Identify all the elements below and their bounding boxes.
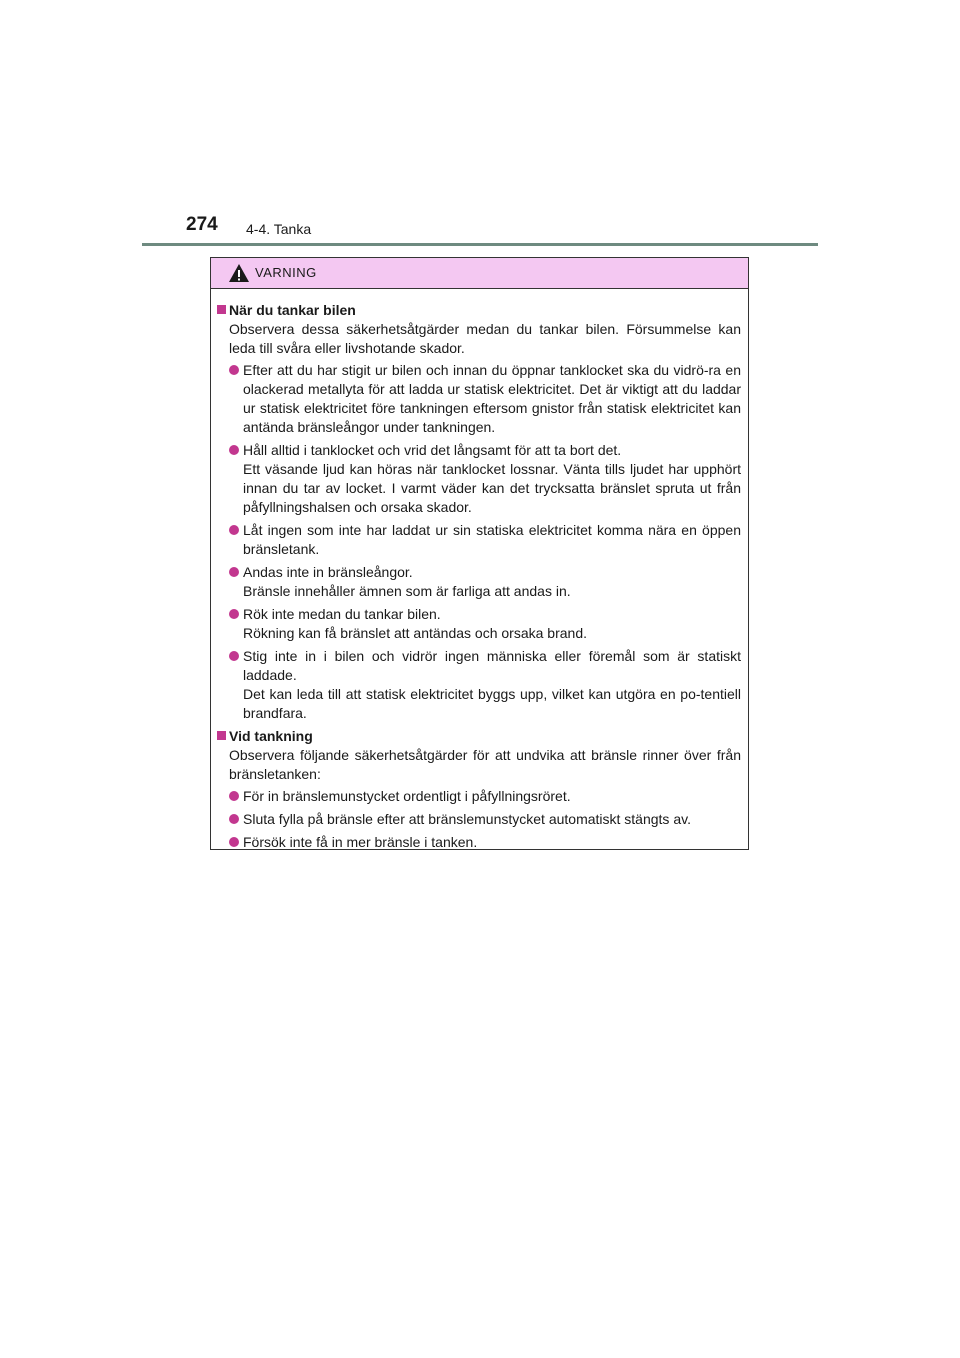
warning-section-refueling bbox=[217, 301, 741, 723]
round-bullet-icon bbox=[229, 814, 239, 824]
round-bullet-icon bbox=[229, 525, 239, 535]
item-text: Andas inte in bränsleångor. bbox=[243, 564, 413, 580]
round-bullet-icon bbox=[229, 567, 239, 577]
square-bullet-icon bbox=[217, 731, 226, 740]
list-item bbox=[217, 361, 741, 437]
page-number: 274 bbox=[186, 214, 218, 235]
warning-header bbox=[211, 258, 748, 289]
section-heading: Vid tankning bbox=[217, 727, 741, 746]
item-text: Det kan leda till att statisk elektricitet byggs upp, vilket kan utgöra en po-tentiell brandfara. bbox=[243, 686, 741, 721]
round-bullet-icon bbox=[229, 445, 239, 455]
item-text: Stig inte in i bilen och vidrör ingen människa eller föremål som är statiskt laddade. bbox=[243, 648, 741, 683]
square-bullet-icon bbox=[217, 305, 226, 314]
warning-body bbox=[211, 289, 748, 852]
warning-box bbox=[210, 257, 749, 850]
list-item bbox=[217, 810, 741, 829]
list-item bbox=[217, 563, 741, 601]
list-item bbox=[217, 833, 741, 852]
round-bullet-icon bbox=[229, 651, 239, 661]
item-text: Försök inte få in mer bränsle i tanken. bbox=[243, 834, 478, 850]
list-item bbox=[217, 605, 741, 643]
round-bullet-icon bbox=[229, 837, 239, 847]
item-text: Sluta fylla på bränsle efter att bränslemunstycket automatiskt stängts av. bbox=[243, 811, 691, 827]
item-text: Efter att du har stigit ur bilen och innan du öppnar tanklocket ska du vidrö-ra en olackerad metallyta för att ladda ur statisk elektricitet. Det är viktigt att du laddar ur statisk elektricitet före tankningen eftersom gnistor från statisk elektricitet kan antända bränsleångor under tankningen. bbox=[243, 362, 741, 435]
item-text: Rökning kan få bränslet att antändas och orsaka brand. bbox=[243, 625, 587, 641]
section-intro: Observera följande säkerhetsåtgärder för att undvika att bränsle rinner över från bränsletanken: bbox=[229, 747, 741, 782]
round-bullet-icon bbox=[229, 791, 239, 801]
list-item bbox=[217, 647, 741, 723]
item-text: Låt ingen som inte har laddat ur sin statiska elektricitet komma nära en öppen bränsletank. bbox=[243, 522, 741, 557]
item-text: Ett väsande ljud kan höras när tanklocket lossnar. Vänta tills ljudet har upphört innan du tar av locket. I varmt väder kan det trycksatta bränslet spruta ut från påfyllningshalsen och orsaka skador. bbox=[243, 461, 741, 515]
item-text: Bränsle innehåller ämnen som är farliga att andas in. bbox=[243, 583, 571, 599]
item-text: Håll alltid i tanklocket och vrid det långsamt för att ta bort det. bbox=[243, 442, 622, 458]
header-divider bbox=[142, 243, 818, 246]
warning-triangle-icon bbox=[228, 263, 250, 283]
list-item bbox=[217, 441, 741, 517]
list-item bbox=[217, 787, 741, 806]
section-heading: När du tankar bilen bbox=[217, 301, 741, 320]
list-item bbox=[217, 521, 741, 559]
section-intro: Observera dessa säkerhetsåtgärder medan du tankar bilen. Försummelse kan leda till svåra eller livshotande skador. bbox=[229, 321, 741, 356]
round-bullet-icon bbox=[229, 365, 239, 375]
round-bullet-icon bbox=[229, 609, 239, 619]
warning-label: VARNING bbox=[255, 265, 317, 280]
item-text: För in bränslemunstycket ordentligt i påfyllningsröret. bbox=[243, 788, 571, 804]
item-text: Rök inte medan du tankar bilen. bbox=[243, 606, 441, 622]
warning-section-while-refueling bbox=[217, 727, 741, 852]
section-title: 4-4. Tanka bbox=[246, 221, 312, 237]
